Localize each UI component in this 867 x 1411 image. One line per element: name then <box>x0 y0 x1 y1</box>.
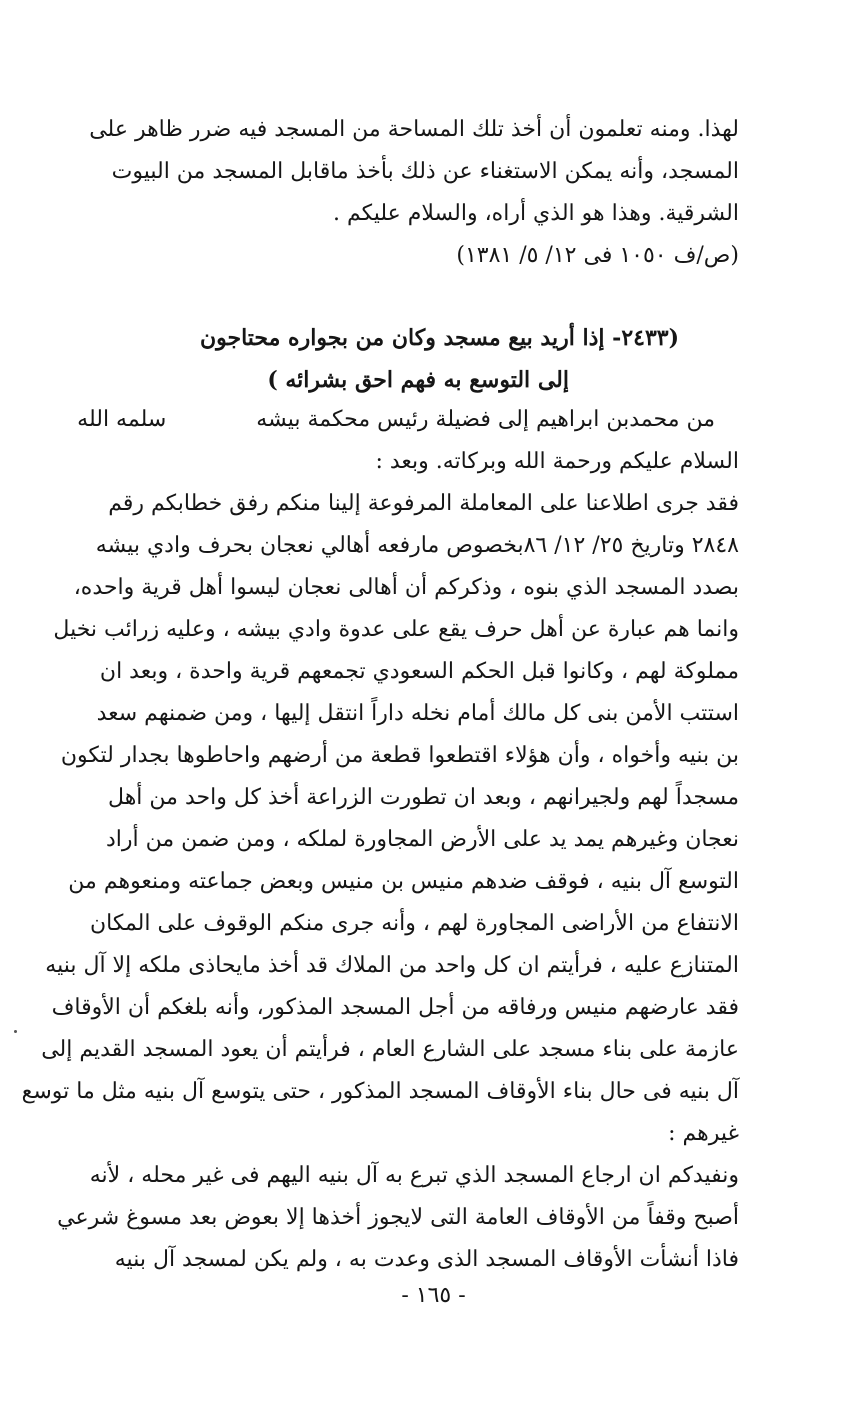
intro-line: الشرقية. وهذا هو الذي أراه، والسلام عليكم . <box>332 201 739 226</box>
body-line: عازمة على بناء مسجد على الشارع العام ، فرأيتم أن يعود المسجد القديم إلى <box>41 1037 739 1062</box>
blessing: سلمه الله <box>77 407 167 432</box>
body-line: آل بنيه فى حال بناء الأوقاف المسجد المذكور ، حتى يتوسع آل بنيه مثل ما توسع <box>21 1079 739 1104</box>
body-line: المتنازع عليه ، فرأيتم ان كل واحد من الملاك قد أخذ مايحاذى ملكه إلا آل بنيه <box>45 953 739 978</box>
letter-from-line <box>77 400 715 440</box>
fatwa-reference: (ص/ف ١٠٥٠ فى ١٢/ ٥/ ١٣٨١) <box>456 243 739 268</box>
body-line: فقد جرى اطلاعنا على المعاملة المرفوعة إلينا منكم رفق خطابكم رقم <box>108 491 739 516</box>
body-line: مسجداً لهم ولجيرانهم ، وبعد ان تطورت الزراعة أخذ كل واحد من أهل <box>108 785 739 810</box>
body-line: بصدد المسجد الذي بنوه ، وذكركم أن أهالى نعجان ليسوا أهل قرية واحده، <box>73 575 739 600</box>
body-line: فقد عارضهم منيس ورفاقه من أجل المسجد المذكور، وأنه بلغكم أن الأوقاف <box>51 995 739 1020</box>
reply-line: فاذا أنشأت الأوقاف المسجد الذى وعدت به ، ولم يكن لمسجد آل بنيه <box>114 1247 739 1272</box>
intro-line: المسجد، وأنه يمكن الاستغناء عن ذلك بأخذ ماقابل المسجد من البيوت <box>111 159 739 184</box>
section-heading: (٢٤٣٣- إذا أريد بيع مسجد وكان من بجواره محتاجون <box>199 325 679 351</box>
body-line: التوسع آل بنيه ، فوقف ضدهم منيس بن منيس وبعض جماعته ومنعوهم من <box>68 869 739 894</box>
reply-line: ونفيدكم ان ارجاع المسجد الذي تبرع به آل بنيه اليهم فى غير محله ، لأنه <box>89 1163 739 1188</box>
body-line: غيرهم : <box>668 1121 739 1146</box>
section-heading: إلى التوسع به فهم احق بشرائه ) <box>267 367 569 393</box>
salutation: السلام عليكم ورحمة الله وبركاته. وبعد : <box>375 449 739 474</box>
page-number: - ١٦٥ - <box>401 1283 466 1308</box>
body-line: بن بنيه وأخواه ، وأن هؤلاء اقتطعوا قطعة من أرضهم واحاطوها بجدار لتكون <box>60 743 739 768</box>
body-line: استتب الأمن بنى كل مالك أمام نخله داراً انتقل إليها ، ومن ضمنهم سعد <box>96 701 739 726</box>
reply-line: أصبح وقفاً من الأوقاف العامة التى لايجوز أخذها إلا بعوض بعد مسوغ شرعي <box>57 1205 739 1230</box>
intro-line: لهذا. ومنه تعلمون أن أخذ تلك المساحة من المسجد فيه ضرر ظاهر على <box>89 117 739 142</box>
margin-mark <box>14 1030 17 1033</box>
body-line: ٢٨٤٨ وتاريخ ٢٥/ ١٢/ ٨٦بخصوص مارفعه أهالي نعجان بحرف وادي بيشه <box>95 533 739 558</box>
body-line: مملوكة لهم ، وكانوا قبل الحكم السعودي تجمعهم قرية واحدة ، وبعد ان <box>99 659 739 684</box>
body-line: الانتفاع من الأراضى المجاورة لهم ، وأنه جرى منكم الوقوف على المكان <box>89 911 739 936</box>
body-line: وانما هم عبارة عن أهل حرف يقع على عدوة وادي بيشه ، وعليه زرائب نخيل <box>53 617 739 642</box>
body-line: نعجان وغيرهم يمد يد على الأرض المجاورة لملكه ، ومن ضمن من أراد <box>106 827 739 852</box>
sender-recipient: من محمدبن ابراهيم إلى فضيلة رئيس محكمة بيشه <box>256 407 715 432</box>
